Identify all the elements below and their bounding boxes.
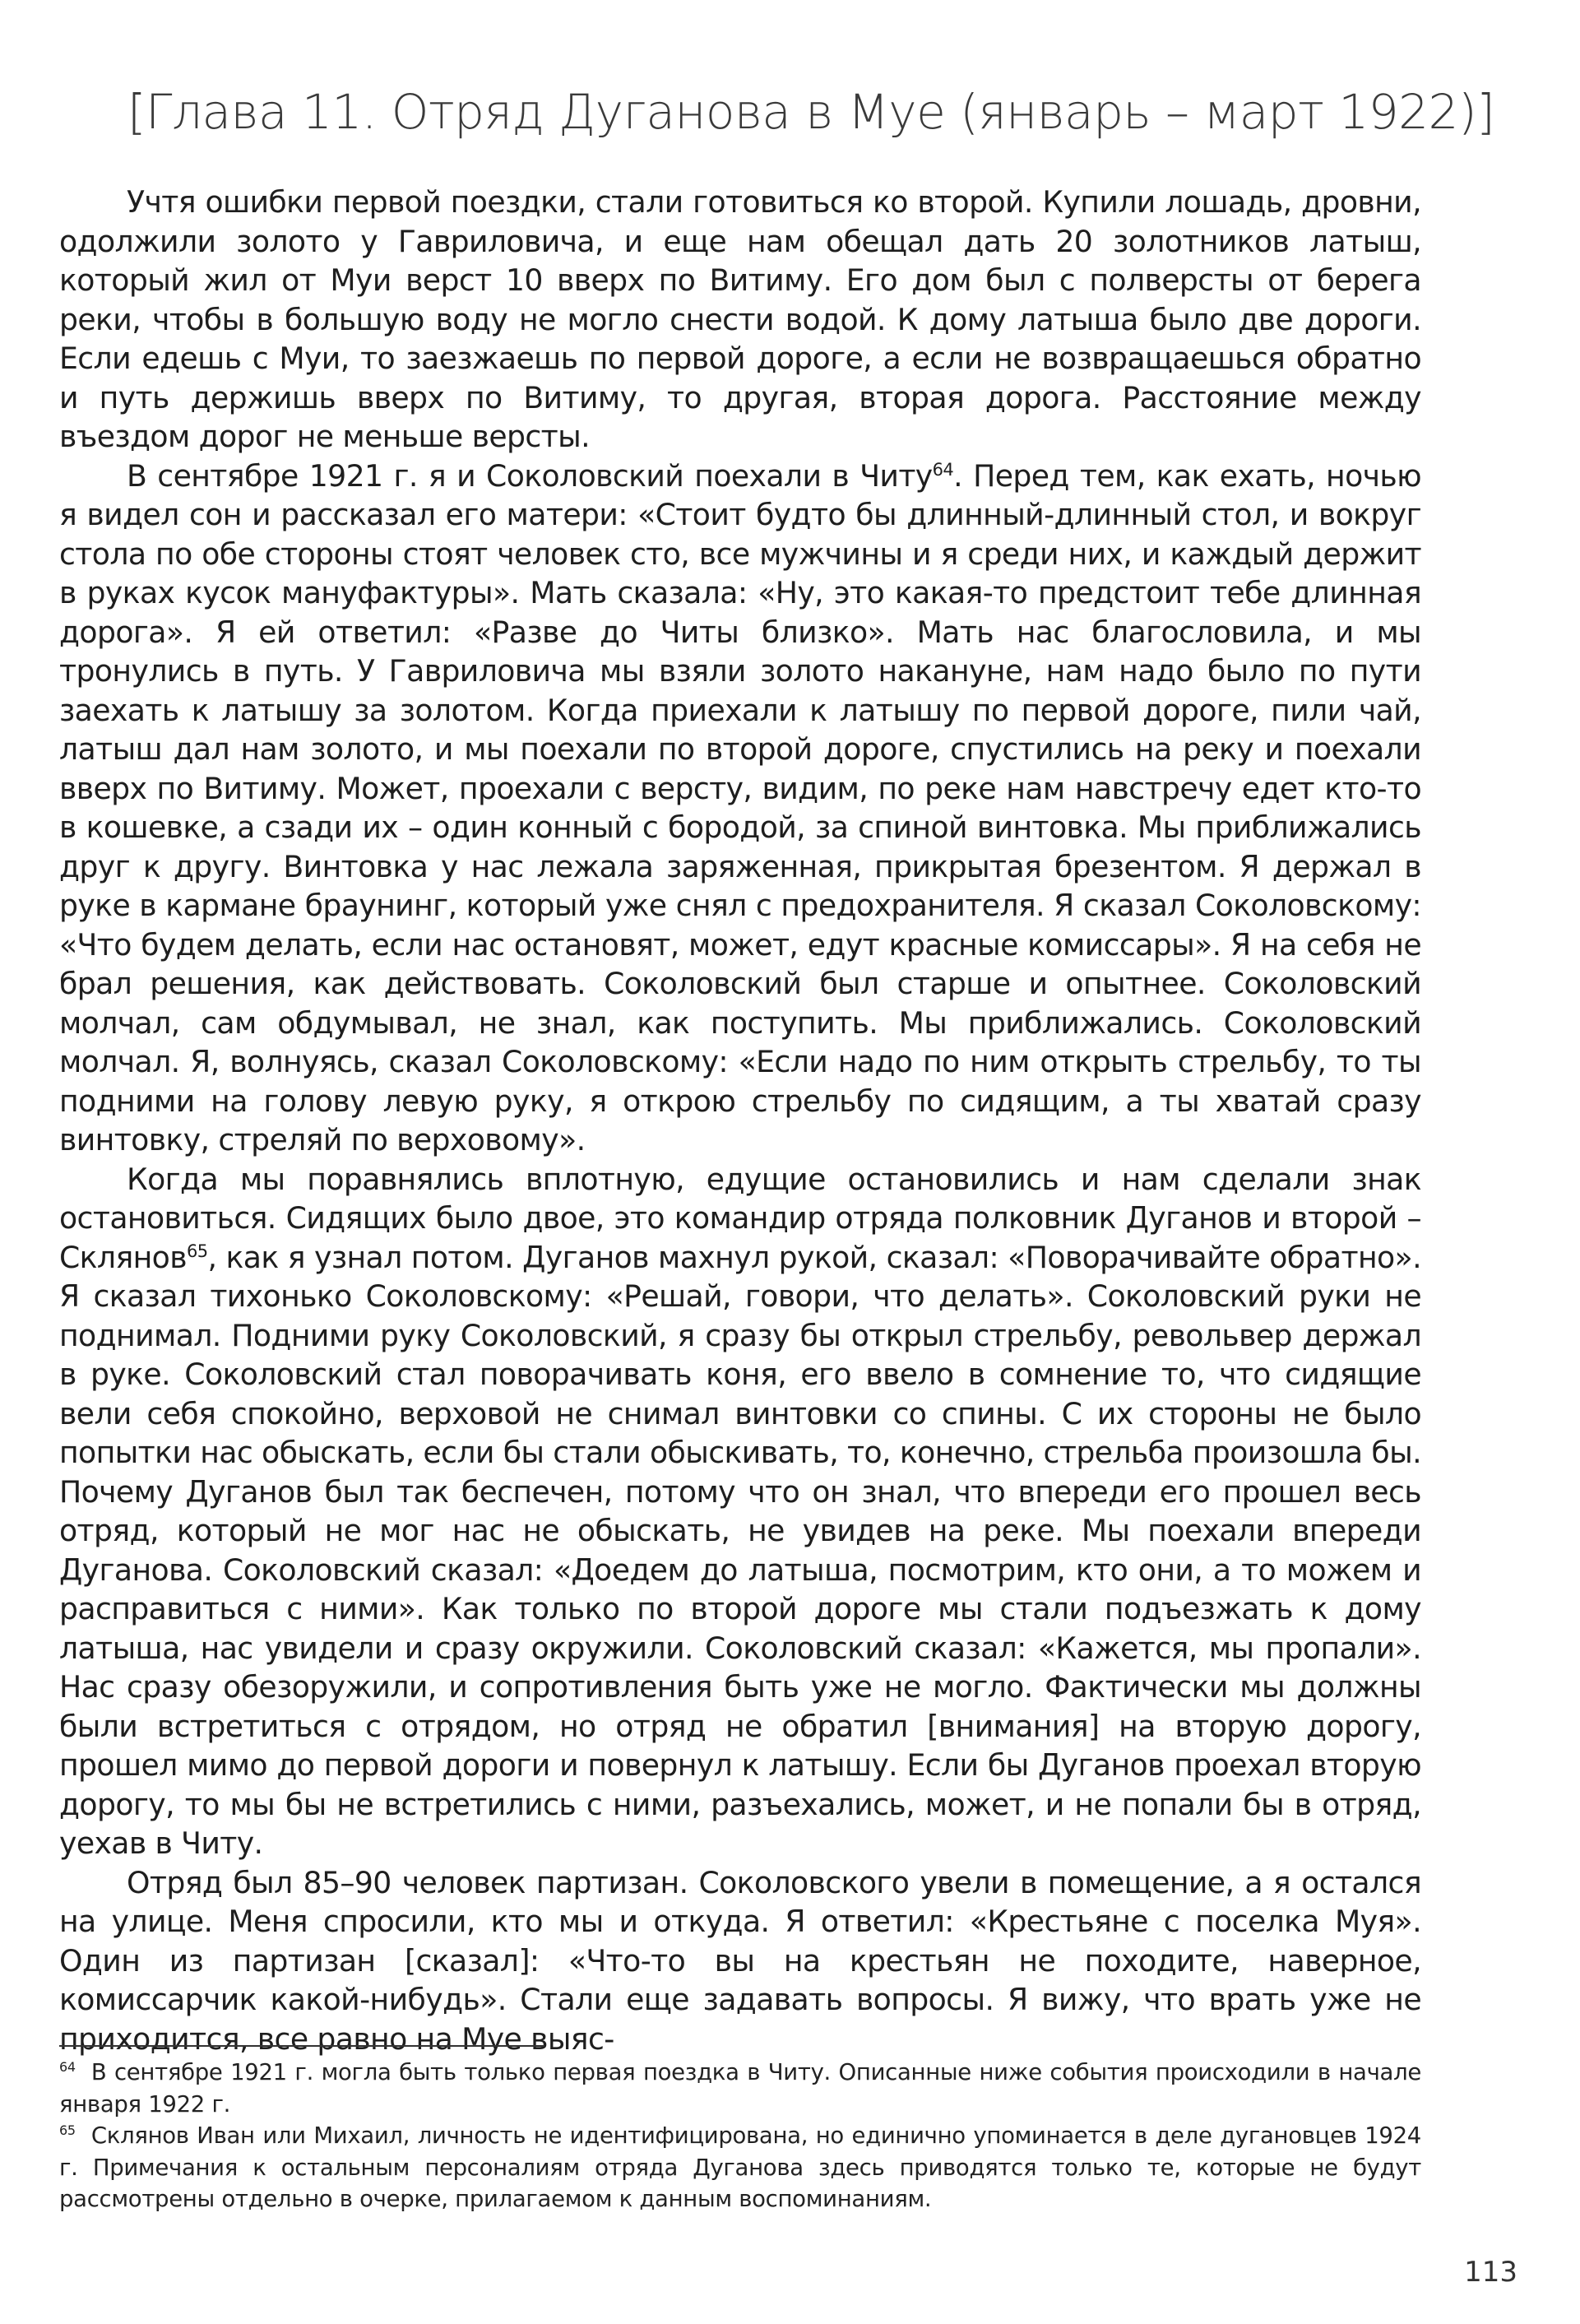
footnote-text: В сентябре 1921 г. могла быть только первая поездка в Читу. Описанные ниже события происходили в начале января 1922 г. xyxy=(59,2059,1421,2118)
footnote-text: Склянов Иван или Михаил, личность не идентифицирована, но единично упоминается в деле дугановцев 1924 г. Примечания к остальным персоналиям отряда Дуганова здесь приводятся только те, которые не будут рассмотрены отдельно в очерке, прилагаемом к данным воспоминаниям. xyxy=(59,2122,1421,2212)
footnote-reference[interactable]: 64 xyxy=(932,459,954,480)
footnote-number: 64 xyxy=(59,2058,76,2075)
body-text xyxy=(59,183,1421,2058)
paragraph xyxy=(59,1160,1421,1863)
footnote xyxy=(59,2120,1421,2215)
paragraph-text: , как я узнал потом. Дуганов махнул рукой, сказал: «Поворачивайте обратно». Я сказал тихонько Соколовскому: «Решай, говори, что делать». Соколовский руки не поднимал. Подними руку Соколовский, я сразу бы открыл стрельбу, револьвер держал в руке. Соколовский стал поворачивать коня, его ввело в сомнение то, что сидящие вели себя спокойно, верховой не снимал винтовки со спины. С их стороны не было попытки нас обыскать, если бы стали обыскивать, то, конечно, стрельба произошла бы. Почему Дуганов был так беспечен, потому что он знал, что впереди его прошел весь отряд, который не мог нас не обыскать, не увидев на реке. Мы поехали впереди Дуганова. Соколовский сказал: «Доедем до латыша, посмотрим, кто они, а то можем и расправиться с ними». Как только по второй дороге мы стали подъезжать к дому латыша, нас увидели и сразу окружили. Соколовский сказал: «Кажется, мы пропали». Нас сразу обезоружили, и сопротивления быть уже не могло. Фактически мы должны были встретиться с отрядом, но отряд не обратил [внимания] на вторую дорогу, прошел мимо до первой дороги и повернул к латышу. Если бы Дуганов проехал вторую дорогу, то мы бы не встретились с ними, разъехались, может, и не попали бы в отряд, уехав в Читу. xyxy=(59,1239,1421,1861)
footnote-number: 65 xyxy=(59,2122,76,2138)
paragraph-text: . Перед тем, как ехать, ночью я видел сон и рассказал его матери: «Стоит будто бы длинный-длинный стол, и вокруг стола по обе стороны стоят человек сто, все мужчины и я среди них, и каждый держит в руках кусок мануфактуры». Мать сказала: «Ну, это какая-то предстоит тебе длинная дорога». Я ей ответил: «Разве до Читы близко». Мать нас благословила, и мы тронулись в путь. У Гавриловича мы взяли золото накануне, нам надо было по пути заехать к латышу за золотом. Когда приехали к латышу по первой дороге, пили чай, латыш дал нам золото, и мы поехали по второй дороге, спустились на реку и поехали вверх по Витиму. Может, проехали с версту, видим, по реке нам навстречу едет кто-то в кошевке, а сзади их – один конный с бородой, за спиной винтовка. Мы приближались друг к другу. Винтовка у нас лежала заряженная, прикрытая брезентом. Я держал в руке в кармане браунинг, который уже снял с предохранителя. Я сказал Соколовскому: «Что будем делать, если нас остановят, может, едут красные комиссары». Я на себя не брал решения, как действовать. Соколовский был старше и опытнее. Соколовский молчал, сам обдумывал, не знал, как поступить. Мы приближались. Соколовский молчал. Я, волнуясь, сказал Соколовскому: «Если надо по ним открыть стрельбу, то ты подними на голову левую руку, я открою стрельбу по сидящим, а ты хватай сразу винтовку, стреляй по верховому». xyxy=(59,457,1421,1157)
paragraph xyxy=(59,1863,1421,2059)
paragraph xyxy=(59,457,1421,1160)
footnotes xyxy=(59,2057,1421,2215)
footnote-divider xyxy=(59,2045,544,2047)
paragraph-text: Отряд был 85–90 человек партизан. Соколовского увели в помещение, а я остался на улице. Меня спросили, кто мы и откуда. Я ответил: «Крестьяне с поселка Муя». Один из партизан [сказал]: «Что-то вы на крестьян не походите, наверное, комиссарчик какой-нибудь». Стали еще задавать вопросы. Я вижу, что врать уже не приходится, все равно на Муе выяс- xyxy=(59,1864,1421,2057)
paragraph-text: Учтя ошибки первой поездки, стали готовиться ко второй. Купили лошадь, дровни, одолжили золото у Гавриловича, и еще нам обещал дать 20 золотников латыш, который жил от Муи верст 10 вверх по Витиму. Его дом был с полверсты от берега реки, чтобы в большую воду не могло снести водой. К дому латыша было две дороги. Если едешь с Муи, то заезжаешь по первой дороге, а если не возвращаешься обратно и путь держишь вверх по Витиму, то другая, вторая дорога. Расстояние между въездом дорог не меньше версты. xyxy=(59,184,1421,454)
paragraph-text: В сентябре 1921 г. я и Соколовский поехали в Читу xyxy=(127,457,933,494)
footnote xyxy=(59,2057,1421,2120)
chapter-title: [Глава 11. Отряд Дуганова в Муе (январь – март 1922)] xyxy=(127,84,1495,140)
footnote-reference[interactable]: 65 xyxy=(186,1241,208,1261)
paragraph xyxy=(59,183,1421,457)
page-number: 113 xyxy=(1464,2256,1517,2289)
paragraph-text: Когда мы поравнялись вплотную, едущие остановились и нам сделали знак остановиться. Сидящих было двое, это командир отряда полковник Дуганов и второй – Склянов xyxy=(59,1161,1421,1275)
